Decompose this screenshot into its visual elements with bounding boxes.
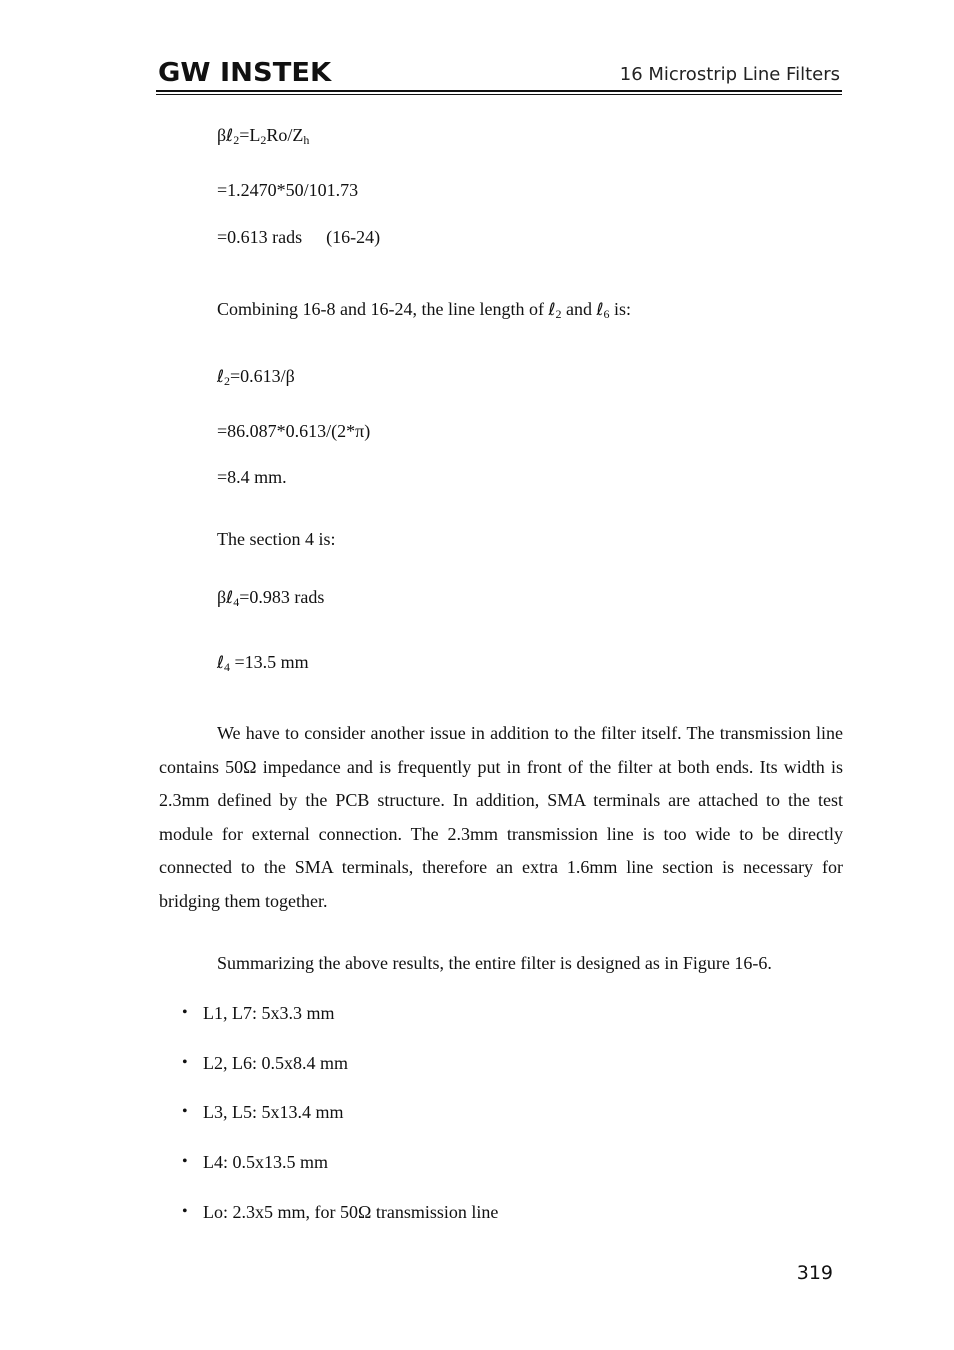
equation-beta-l4 bbox=[217, 587, 324, 608]
subscript: 2 bbox=[233, 133, 240, 147]
bullet-icon: • bbox=[182, 1202, 188, 1220]
equation-reference: (16-24) bbox=[326, 227, 381, 247]
equation-text: =L bbox=[239, 125, 261, 145]
equation-text: =0.983 rads bbox=[239, 587, 325, 607]
beta-symbol: β bbox=[217, 587, 227, 607]
summary-paragraph: Summarizing the above results, the entire filter is designed as in Figure 16-6. bbox=[217, 953, 772, 973]
equation-result-rads bbox=[217, 227, 380, 248]
combining-sentence bbox=[217, 299, 631, 320]
equation-l2-calc: =86.087*0.613/(2*π) bbox=[217, 421, 371, 441]
header-rule-thick bbox=[156, 90, 842, 92]
brand-logo: GW INSTEK bbox=[158, 58, 332, 88]
list-item-text: L4: 0.5x13.5 mm bbox=[203, 1152, 328, 1173]
list-item bbox=[182, 1099, 498, 1149]
bullet-icon: • bbox=[182, 1004, 188, 1021]
transmission-line-paragraph: We have to consider another issue in addition to the filter itself. The transmission line contains 50Ω impedance and is frequently put in front of the filter at both ends. Its width is 2.3mm defined by the PCB structure. In addition, SMA terminals are attached to the test module for external connection. The 2.3mm transmission line is too wide to be directly connected to the SMA terminals, therefore an extra 1.6mm line section is necessary for bridging them together. bbox=[159, 723, 843, 911]
header-rule-thin bbox=[156, 94, 842, 95]
subscript: 4 bbox=[233, 595, 240, 609]
equation-l2 bbox=[217, 366, 295, 387]
subscript: 2 bbox=[224, 374, 231, 388]
bullet-icon: • bbox=[182, 1103, 188, 1121]
equation-l2-result: =8.4 mm. bbox=[217, 467, 287, 487]
list-item bbox=[182, 1149, 498, 1199]
equation-text: Ro/Z bbox=[266, 125, 304, 145]
ell-symbol: ℓ bbox=[548, 300, 556, 320]
list-item-text: L1, L7: 5x3.3 mm bbox=[203, 1003, 335, 1023]
equation-substitution: =1.2470*50/101.73 bbox=[217, 180, 359, 200]
equation-beta-l2 bbox=[217, 125, 309, 146]
list-item bbox=[182, 1199, 498, 1249]
sentence-text: Combining 16-8 and 16-24, the line length of bbox=[217, 299, 549, 319]
ell-symbol: ℓ bbox=[226, 588, 234, 608]
subscript: 2 bbox=[260, 133, 267, 147]
equation-text: =13.5 mm bbox=[230, 652, 309, 672]
beta-symbol: β bbox=[217, 125, 227, 145]
subscript: 4 bbox=[224, 660, 231, 674]
list-item bbox=[182, 1050, 498, 1100]
subscript: 2 bbox=[555, 307, 562, 321]
equation-l4 bbox=[217, 652, 309, 673]
section4-intro: The section 4 is: bbox=[217, 529, 336, 549]
bullet-icon: • bbox=[182, 1053, 188, 1071]
page-number: 319 bbox=[796, 1262, 833, 1284]
equation-text: =0.613 rads bbox=[217, 227, 303, 247]
subscript: 6 bbox=[603, 307, 610, 321]
ell-symbol: ℓ bbox=[217, 367, 225, 387]
ell-symbol: ℓ bbox=[226, 126, 234, 146]
ell-symbol: ℓ bbox=[596, 300, 604, 320]
chapter-title: 16 Microstrip Line Filters bbox=[619, 64, 840, 85]
list-item-text: L2, L6: 0.5x8.4 mm bbox=[203, 1052, 348, 1073]
equation-text: =0.613/β bbox=[230, 366, 295, 386]
sentence-text: is: bbox=[609, 299, 632, 319]
bullet-icon: • bbox=[182, 1153, 188, 1171]
subscript: h bbox=[303, 133, 310, 147]
list-item-text: L3, L5: 5x13.4 mm bbox=[203, 1102, 344, 1123]
list-item-text: Lo: 2.3x5 mm, for 50Ω transmission line bbox=[203, 1201, 499, 1222]
list-item bbox=[182, 1000, 498, 1050]
dimension-list bbox=[182, 1000, 498, 1248]
ell-symbol: ℓ bbox=[217, 653, 225, 673]
sentence-text: and bbox=[561, 299, 597, 319]
